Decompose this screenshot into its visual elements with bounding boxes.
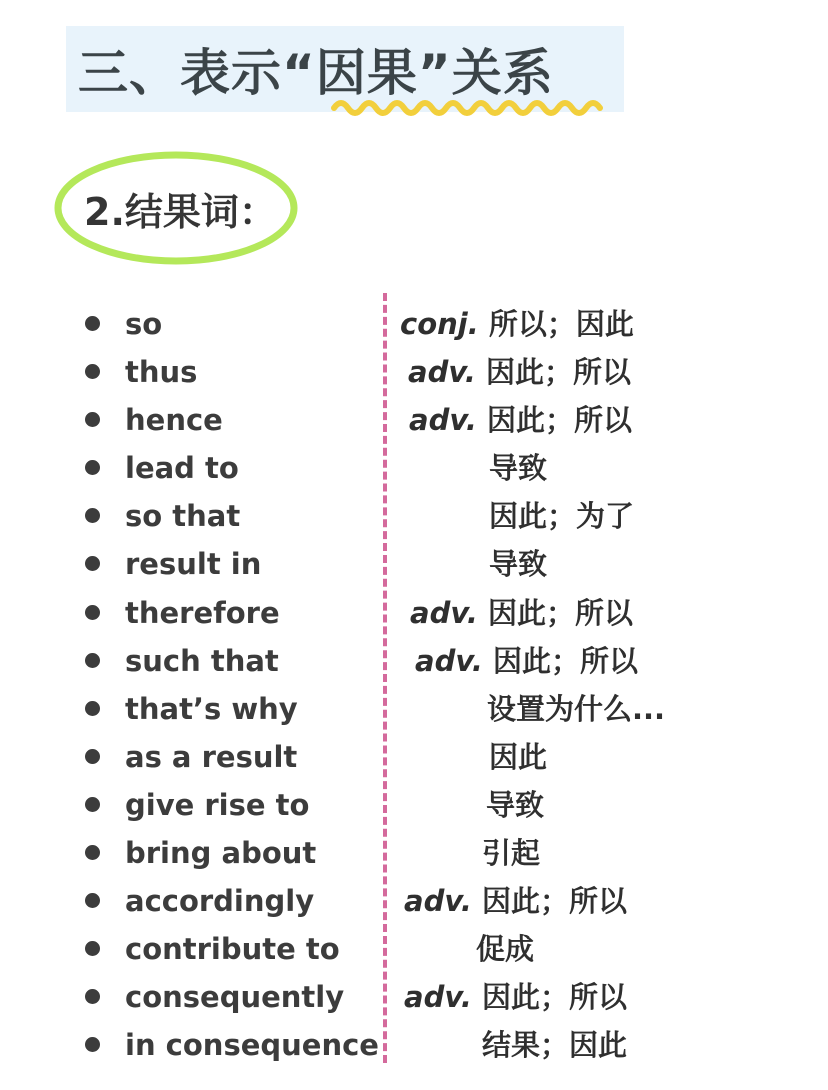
list-item [0, 348, 828, 396]
definition [408, 348, 631, 396]
bullet [85, 989, 100, 1004]
bullet [85, 1037, 100, 1052]
list-item [0, 492, 828, 540]
wavy-underline [330, 96, 608, 120]
term: give rise to [125, 787, 310, 822]
term: bring about [125, 836, 317, 871]
list-item [0, 973, 828, 1021]
bullet [85, 845, 100, 860]
list-item [0, 396, 828, 444]
bullet [85, 797, 100, 812]
meaning: 设置为什么... [487, 691, 666, 726]
meaning: 导致 [489, 451, 548, 486]
definition [487, 685, 665, 733]
bullet [85, 508, 100, 523]
meaning: 因此 [489, 739, 548, 774]
part-of-speech: adv. [415, 643, 483, 678]
definition [489, 540, 547, 588]
term: as a result [125, 739, 298, 774]
bullet [85, 364, 100, 379]
bullet [85, 605, 100, 620]
term: lead to [125, 451, 239, 486]
term: so that [125, 499, 241, 534]
list-item [0, 733, 828, 781]
meaning: 导致 [486, 787, 545, 822]
meaning: 因此；所以 [476, 403, 632, 438]
list-item [0, 589, 828, 637]
part-of-speech: adv. [410, 595, 478, 630]
meaning: 所以；因此 [478, 307, 634, 341]
meaning: 因此；所以 [482, 643, 638, 678]
part-of-speech: adv. [404, 884, 472, 919]
meaning: 促成 [476, 932, 535, 967]
term: so [125, 307, 163, 341]
definition [400, 300, 634, 348]
definition [489, 444, 547, 492]
definition [415, 637, 638, 685]
meaning: 因此；所以 [477, 595, 633, 630]
meaning: 结果；因此 [482, 1028, 628, 1063]
list-item [0, 540, 828, 588]
part-of-speech: adv. [409, 403, 477, 438]
list-item [0, 685, 828, 733]
term: therefore [125, 595, 280, 630]
bullet [85, 460, 100, 475]
bullet [85, 893, 100, 908]
page-title: 三、表示“因果”关系 [78, 44, 554, 102]
list-item [0, 637, 828, 685]
definition [404, 877, 627, 925]
definition [486, 781, 544, 829]
bullet [85, 941, 100, 956]
term: result in [125, 547, 262, 582]
part-of-speech: conj. [400, 307, 479, 341]
term: consequently [125, 980, 345, 1015]
definition [409, 396, 632, 444]
bullet [85, 316, 100, 331]
definition [489, 733, 547, 781]
bullet [85, 653, 100, 668]
meaning: 因此；所以 [475, 355, 631, 390]
definition [476, 925, 534, 973]
list-item [0, 300, 828, 348]
definition [489, 492, 634, 540]
term: that’s why [125, 691, 298, 726]
meaning: 因此；所以 [471, 980, 627, 1015]
term: contribute to [125, 932, 340, 967]
part-of-speech: adv. [408, 355, 476, 390]
section-heading: 2.结果词： [84, 190, 277, 234]
meaning: 因此；所以 [471, 884, 627, 919]
term: in consequence [125, 1028, 379, 1063]
definition [410, 589, 633, 637]
wavy-underline-path [334, 103, 600, 113]
list-item [0, 925, 828, 973]
term: accordingly [125, 884, 315, 919]
term: such that [125, 643, 279, 678]
list-item [0, 877, 828, 925]
list-item [0, 444, 828, 492]
definition [482, 1021, 627, 1069]
meaning: 因此；为了 [489, 499, 635, 534]
term: hence [125, 403, 223, 438]
list-item [0, 1021, 828, 1069]
bullet [85, 556, 100, 571]
meaning: 导致 [489, 547, 548, 582]
list-item [0, 829, 828, 877]
meaning: 引起 [482, 836, 541, 871]
definition [404, 973, 627, 1021]
bullet [85, 701, 100, 716]
bullet [85, 749, 100, 764]
definition [482, 829, 540, 877]
word-list [0, 300, 828, 1070]
term: thus [125, 355, 198, 390]
list-item [0, 781, 828, 829]
bullet [85, 412, 100, 427]
part-of-speech: adv. [404, 980, 472, 1015]
